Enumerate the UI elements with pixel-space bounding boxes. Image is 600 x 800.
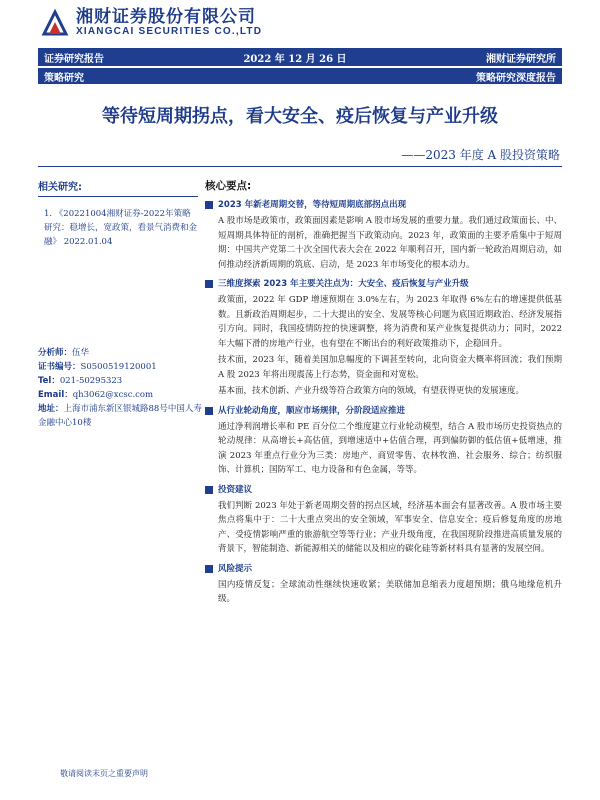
section-risk [205, 562, 562, 607]
page-title: 等待短周期拐点，看大安全、疫后恢复与产业升级 [102, 106, 498, 127]
section-heading: 三维度探索 2023 年主要关注点为：大安全、疫后恢复与产业升级 [218, 279, 469, 289]
section-heading: 风险提示 [218, 563, 253, 574]
section-paragraph: 通过净利润增长率和 PE 百分位二个维度建立行业轮动模型，结合 A 股市场历史投资热点的轮动规律：从高增长+高估值，到增速适中+估值合理，再到偏防御的低估值+低增速，推演 2023 年重点行业分为三类：房地产、商贸零售、农林牧渔、社会服务、综合；纺织服饰、计算机；国防军工、电力设备和有色金属，等等。 [218, 421, 562, 475]
analyst-info [38, 346, 208, 430]
section-paragraph: 技术面，2023 年，随着美国加息幅度的下调甚至转向，北向资金大概率将回流；我们预期 A 股 2023 年将出现震荡上行态势，资金面和对宽松。 [218, 355, 562, 380]
section-bullet-icon [205, 486, 213, 494]
institute-name: 湘财证券研究所 [485, 53, 556, 65]
related-item[interactable]: 1. 《20221004湘财证券-2022年策略研究：稳增长，宽政策，看景气消费和金融》 2022.01.04 [44, 209, 198, 247]
report-subcategory: 策略研究深度报告 [476, 72, 556, 84]
section-advice [205, 483, 562, 557]
email-label: Email： [38, 390, 73, 400]
logo-mark-icon [40, 8, 70, 38]
report-type: 证券研究报告 [44, 53, 104, 65]
core-points [205, 178, 562, 607]
analyst-name: 伍华 [72, 348, 90, 358]
related-heading: 相关研究: [38, 178, 198, 197]
header-bar-top [38, 48, 562, 66]
section-paragraph: A 股市场是政策市，政策面因素是影响 A 股市场发展的重要力量。我们通过政策面长、中、短周期具体特征的剖析，准确把握当下政策动向。2023 年，政策面的主要矛盾集中于短周期：中国共产党第二十次全国代表大会在 2022 年顺利召开，国内新一轮政治周期启动，如何推动经济新周期的筑底、启动，是 2023 年市场变化的根本动力。 [218, 216, 562, 270]
section-bullet-icon [205, 565, 213, 573]
section-paragraph: 我们判断 2023 年处于新老周期交替的拐点区域，经济基本面会有显著改善。A 股市场主要焦点将集中于：二十大重点突出的安全领域，军事安全、信息安全；疫后修复角度的房地产、受疫情影响严重的旅游航空等等行业；产业升级角度，在我国现阶段推进高质量发展的背景下，智能制造、新能源相关的储能以及相应的碳化硅等新材料具有显著的发展空间。 [218, 500, 562, 554]
section-bullet-icon [205, 280, 213, 288]
section-bullet-icon [205, 201, 213, 209]
section-paragraph: 政策面，2022 年 GDP 增速预期在 3.0%左右，为 2023 年取得 6%左右的增速提供低基数。且新政治周期起步，二十大提出的安全、发展等核心问题为底国近期政治、经济发展指引方向。同时，我国疫情防控的快速调整，将为消费和某产业恢复提供动力；同时，2022 年大幅下滑的房地产行业，也有望在不断出台的利好政策推动下，企稳回升。 [218, 295, 562, 349]
section-paragraph: 国内疫情反复；全球流动性继续快速收紧；美联储加息缩表力度超预期；俄乌地缘危机升级。 [218, 579, 562, 604]
section-heading: 从行业轮动角度，顺应市场规律，分阶段适应推进 [218, 405, 406, 416]
analyst-label: 分析师： [38, 348, 73, 358]
title-divider [38, 166, 562, 167]
cert-number: S0500519120001 [80, 362, 157, 372]
report-date: 2022 年 12 月 26 日 [243, 53, 347, 65]
tel-number: 021-50295323 [59, 376, 123, 386]
cert-label: 证书编号： [38, 362, 81, 372]
header-bar-bottom [38, 68, 562, 84]
company-name-en: XIANGCAI SECURITIES CO.,LTD [76, 26, 263, 37]
section-cycle [205, 198, 562, 272]
section-paragraph: 基本面，技术创新、产业升级等符合政策方向的领域，有望获得更快的发展速度。 [218, 386, 525, 396]
core-heading: 核心要点: [205, 180, 252, 192]
section-bullet-icon [205, 407, 213, 415]
section-heading: 投资建议 [218, 484, 253, 495]
email-link[interactable]: qh3062@xcsc.com [72, 390, 154, 400]
page-subtitle: ——2023 年度 A 股投资策略 [401, 148, 560, 162]
company-name-cn: 湘财证券股份有限公司 [76, 7, 256, 27]
section-heading: 2023 年新老周期交替，等待短周期底部拐点出现 [218, 200, 407, 210]
section-rotation [205, 404, 562, 478]
report-category: 策略研究 [44, 72, 84, 84]
section-focus [205, 277, 562, 399]
addr-label: 地址： [38, 404, 64, 414]
footer-disclaimer: 敬请阅读末页之重要声明 [60, 769, 148, 778]
company-logo [40, 6, 262, 40]
address: 上海市浦东新区银城路88号中国人寿金融中心10楼 [38, 404, 202, 428]
tel-label: Tel： [38, 376, 60, 386]
related-research [38, 178, 198, 249]
